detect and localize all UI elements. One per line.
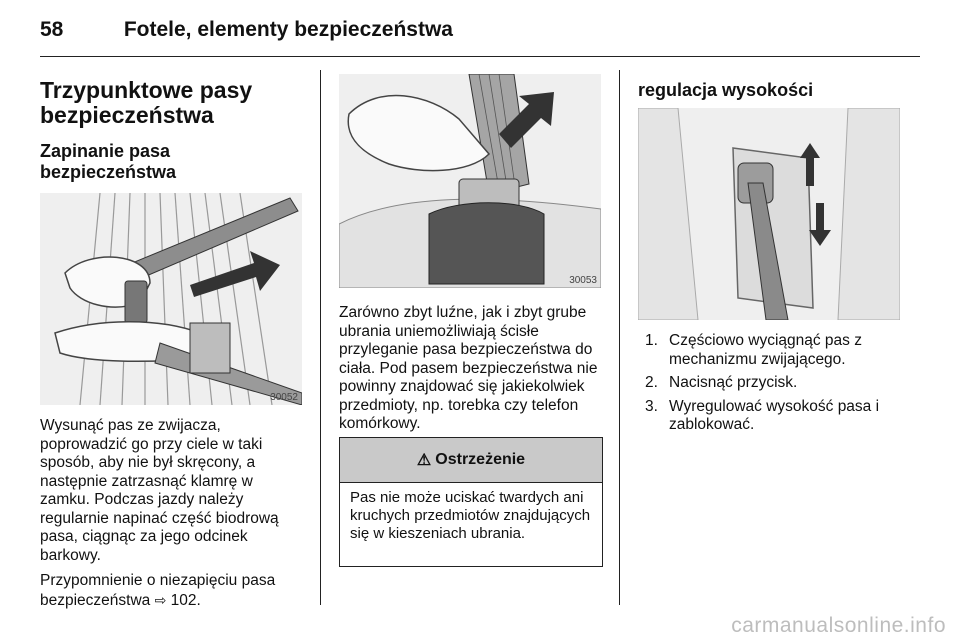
column-divider-1 bbox=[320, 70, 321, 605]
warning-box bbox=[339, 437, 603, 567]
warning-text: Pas nie może uciskać twardych ani kruchych przedmiotów znajdujących się w kieszeniach ubrania. bbox=[350, 489, 591, 542]
column-divider-2 bbox=[619, 70, 620, 605]
steps-list bbox=[645, 332, 900, 435]
paragraph-clothing: Zarówno zbyt luźne, jak i zbyt grube ubrania uniemożliwiają ścisłe przyleganie pasa bezpieczeństwa do ciała. Pod pasem bezpieczeństwa nie powinny znajdować się jakiekolwiek przedmioty, np. torebka czy telefon komórkowy. bbox=[339, 304, 598, 432]
page-number: 58 bbox=[40, 18, 64, 41]
warning-title: Ostrzeżenie bbox=[435, 451, 526, 468]
step-number: 3. bbox=[645, 397, 658, 415]
step-item bbox=[645, 332, 900, 369]
watermark: carmanualsonline.info bbox=[731, 614, 946, 637]
column-1 bbox=[40, 78, 300, 183]
figure-number: 30053 bbox=[569, 275, 597, 286]
column-3-steps bbox=[645, 332, 900, 440]
warning-triangle-icon: ⚠ bbox=[416, 452, 432, 469]
page-title: Fotele, elementy bezpieczeństwa bbox=[123, 18, 453, 41]
height-adjust-illustration bbox=[638, 108, 900, 320]
figure-number: 30052 bbox=[270, 392, 298, 403]
paragraph-instructions: Wysunąć pas ze zwijacza, poprowadzić go przy ciele w taki sposób, aby nie był skręcony, a następnie zatrzasnąć klamrę w zamku. Podczas jazdy należy regularnie napinać część biodrową pasa, ciągnąc za jego odcinek barkowy. bbox=[40, 417, 279, 564]
warning-header bbox=[340, 438, 602, 483]
reminder-page-ref[interactable]: 102. bbox=[170, 591, 201, 609]
column-2-text bbox=[339, 304, 604, 434]
step-text: Częściowo wyciągnąć pas z mechanizmu zwijającego. bbox=[669, 332, 862, 368]
figure-clothing bbox=[339, 74, 601, 288]
section-heading-height: regulacja wysokości bbox=[638, 80, 814, 100]
paragraph-reminder bbox=[40, 572, 302, 610]
column-3 bbox=[638, 80, 908, 101]
step-text: Wyregulować wysokość pasa i zablokować. bbox=[669, 397, 880, 433]
page-header bbox=[40, 18, 453, 42]
belt-buckling-illustration bbox=[40, 193, 302, 405]
step-number: 1. bbox=[645, 332, 658, 349]
reminder-text: Przypomnienie o niezapięciu pasa bezpieczeństwa bbox=[40, 572, 276, 609]
subsection-heading: Zapinanie pasa bezpieczeństwa bbox=[40, 141, 177, 182]
step-item bbox=[645, 398, 900, 435]
step-number: 2. bbox=[645, 374, 658, 391]
belt-clothing-illustration bbox=[339, 74, 601, 288]
header-divider bbox=[40, 56, 920, 57]
figure-buckling-belt bbox=[40, 193, 302, 405]
step-text: Nacisnąć przycisk. bbox=[669, 374, 798, 391]
figure-height-adjust bbox=[638, 108, 900, 320]
page-reference-arrow-icon: ⇨ bbox=[154, 591, 167, 608]
section-heading: Trzypunktowe pasy bezpieczeństwa bbox=[40, 77, 253, 128]
column-1-text bbox=[40, 417, 302, 610]
step-item bbox=[645, 374, 900, 393]
